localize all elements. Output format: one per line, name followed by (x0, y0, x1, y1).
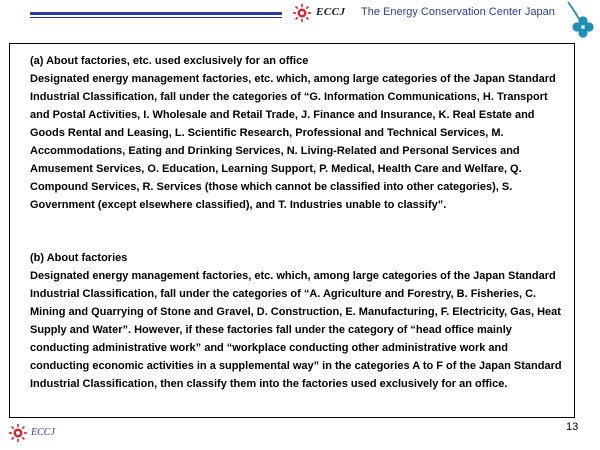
section-a-body: Designated energy management factories, etc. which, among large categories of the Japan Standard Industrial Classification, fall under the categories of “G. Information Communications, H. Transport and Postal Activities, I. Wholesale and Retail Trade, J. Finance and Insurance, K. Real Estate and Goods Rental and Leasing, L. Scientific Research, Professional and Technical Services, M. Accommodations, Eating and Drinking Services, N. Living-Related and Personal Services and Amusement Services, O. Education, Learning Support, P. Medical, Health Care and Welfare, Q. Compound Services, R. Services (those which cannot be classified into other categories), S. Government (except elsewhere classified), and T. Industries unable to classify”. (30, 73, 556, 211)
footer-brand: ECCJ (31, 427, 55, 438)
page-number: 13 (566, 421, 579, 433)
header-organization-name: The Energy Conservation Center Japan (361, 6, 555, 18)
header-brand: ECCJ (316, 6, 346, 18)
section-a-heading: (a) About factories, etc. used exclusively for an office (30, 55, 309, 67)
section-b-body: Designated energy management factories, etc. which, among large categories of the Japan Standard Industrial Classification, fall under the categories of “A. Agriculture and Forestry, B. Fisheries, C. Mining and Quarrying of Stone and Gravel, D. Construction, E. Manufacturing, F. Electricity, Gas, Heat Supply and Water”. However, if these factories fall under the category of “head office mainly conducting administrative work” and “workplace conducting other administrative work and conducting economic activities in a supplemental way” in the categories A to F of the Japan Standard Industrial Classification, then classify them into the factories used exclusively for an office. (30, 270, 562, 390)
section-factories (30, 249, 564, 393)
eccj-sun-logo-icon (292, 3, 312, 23)
header-rule-thin (30, 17, 282, 18)
section-b-heading: (b) About factories (30, 252, 128, 264)
section-office-factories (30, 52, 564, 214)
header-rule-thick (30, 12, 282, 15)
clover-icon (566, 0, 600, 42)
eccj-sun-logo-icon (8, 423, 28, 443)
